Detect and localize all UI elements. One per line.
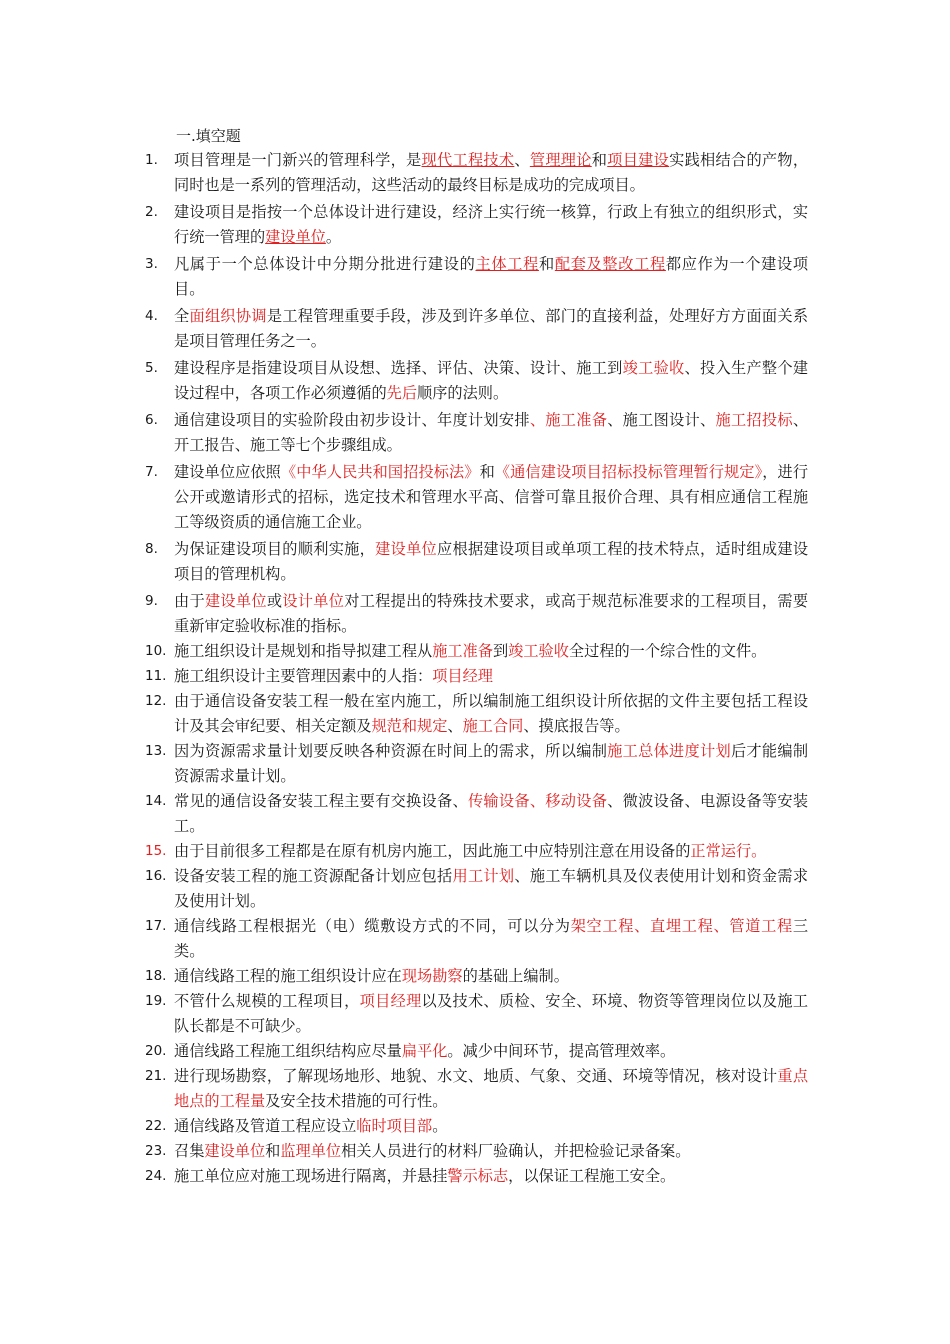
answer-text: 建设单位 [204, 592, 267, 610]
question-text: 进行现场勘察，了解现场地形、地貌、水文、地质、气象、交通、环境等情况，核对设计 [174, 1067, 778, 1085]
answer-text: 设计单位 [282, 592, 345, 610]
question-item [0, 1039, 808, 1064]
question-text: 通信线路工程根据光（电）缆敷设方式的不同，可以分为 [174, 917, 571, 935]
question-number: 17. [145, 918, 167, 934]
answer-text: 监理单位 [280, 1142, 342, 1160]
question-text: 不管什么规模的工程项目， [174, 992, 360, 1010]
answer-text: 先后 [386, 384, 417, 402]
question-text: 建设单位应依照 [174, 463, 281, 481]
answer-text: 管理理论 [529, 151, 592, 169]
question-number: 8. [145, 541, 158, 557]
question-text: 、施工图设计、 [607, 411, 716, 429]
question-number: 22. [145, 1118, 167, 1134]
question-number: 20. [145, 1043, 167, 1059]
question-item [0, 1064, 808, 1114]
answer-text: 正常运行。 [690, 842, 767, 860]
answer-text: 施工总体进度计划 [607, 742, 731, 760]
answer-text: 扁平化 [401, 1042, 448, 1060]
question-text: 后才能编制资源需求量计划。 [174, 742, 809, 785]
question-text: 全过程的一个综合性的文件。 [568, 642, 767, 660]
question-item [0, 689, 808, 739]
question-number: 3. [145, 256, 158, 272]
question-number: 16. [145, 868, 167, 884]
question-text: 召集 [174, 1142, 205, 1160]
question-text: 设备安装工程的施工资源配备计划应包括 [174, 867, 453, 885]
question-text: 顺序的法则。 [417, 384, 509, 402]
question-item [0, 1114, 808, 1139]
answer-text: 竣工验收 [622, 359, 685, 377]
question-number: 4. [145, 308, 158, 324]
question-text: 和 [538, 255, 555, 273]
answer-text: 面组织协调 [189, 307, 267, 325]
question-text: 实践相结合的产物，同时也是一系列的管理活动，这些活动的最终目标是成功的完成项目。 [174, 151, 809, 194]
question-item [0, 356, 808, 406]
answer-text: 临时项目部 [356, 1117, 433, 1135]
answer-text: 架空工程、直埋工程、管道工程 [570, 917, 793, 935]
question-item [0, 200, 808, 250]
answer-text: 施工招投标 [715, 411, 793, 429]
question-text: 全 [174, 307, 190, 325]
question-number: 2. [145, 204, 158, 220]
question-number: 1. [145, 152, 158, 168]
question-text: ，进行公开或邀请形式的招标，选定技术和管理水平高、信誉可靠且报价合理、具有相应通信工程施工等级资质的通信施工企业。 [174, 463, 809, 531]
question-text: 项目管理是一门新兴的管理科学，是 [174, 151, 422, 169]
question-item [0, 789, 808, 839]
question-text: 、 [447, 717, 463, 735]
question-text: 为保证建设项目的顺利实施， [174, 540, 376, 558]
question-text: 以及技术、质检、安全、环境、物资等管理岗位以及施工队长都是不可缺少。 [174, 992, 809, 1035]
question-number: 23. [145, 1143, 167, 1159]
question-number: 14. [145, 793, 167, 809]
question-item [0, 1139, 808, 1164]
question-text: 、施工车辆机具及仪表使用计划和资金需求及使用计划。 [174, 867, 809, 910]
question-text: 对工程提出的特殊技术要求，或高于规范标准要求的工程项目，需要重新审定验收标准的指标。 [174, 592, 809, 635]
question-number: 7. [145, 464, 158, 480]
answer-text: 项目经理 [432, 667, 493, 685]
section-heading: 一.填空题 [176, 127, 241, 145]
question-item [0, 739, 808, 789]
question-number: 12. [145, 693, 167, 709]
answer-text: 施工合同 [462, 717, 524, 735]
question-text: 、 [514, 151, 530, 169]
question-text: 通信线路工程的施工组织设计应在 [174, 967, 402, 985]
question-text: 由于 [174, 592, 205, 610]
answer-text: 《中华人民共和国招投标法》 [280, 463, 480, 481]
question-number: 15. [145, 843, 167, 859]
question-text: 和 [591, 151, 608, 169]
answer-text: 建设单位 [204, 1142, 266, 1160]
question-item [0, 864, 808, 914]
question-item [0, 839, 808, 864]
answer-text: 、施工准备 [529, 411, 608, 429]
answer-text: 建设单位 [265, 228, 326, 246]
question-item [0, 964, 808, 989]
question-item [0, 589, 808, 639]
question-text: 。 [432, 1117, 448, 1135]
question-item [0, 639, 808, 664]
question-item [0, 304, 808, 354]
question-item [0, 914, 808, 964]
question-text: 应根据建设项目或单项工程的技术特点，适时组成建设项目的管理机构。 [174, 540, 809, 583]
question-text: 凡属于一个总体设计中分期分批进行建设的 [174, 255, 476, 273]
question-text: 通信线路及管道工程应设立 [174, 1117, 357, 1135]
question-text: 建设程序是指建设项目从设想、选择、评估、决策、设计、施工到 [174, 359, 623, 377]
question-text: 相关人员进行的材料厂验确认，并把检验记录备案。 [341, 1142, 691, 1160]
question-item [0, 408, 808, 458]
question-text: 的基础上编制。 [462, 967, 569, 985]
answer-text: 规范和规定 [371, 717, 448, 735]
question-item [0, 148, 808, 198]
question-number: 18. [145, 968, 167, 984]
question-text: 到 [492, 642, 509, 660]
question-text: 由于目前很多工程都是在原有机房内施工，因此施工中应特别注意在用设备的 [174, 842, 691, 860]
question-number: 10. [145, 643, 167, 659]
answer-text: 配套及整改工程 [554, 255, 666, 273]
question-number: 6. [145, 412, 158, 428]
question-text: 和 [265, 1142, 281, 1160]
question-text: 常见的通信设备安装工程主要有交换设备、 [174, 792, 468, 810]
question-number: 5. [145, 360, 158, 376]
answer-text: 项目经理 [359, 992, 422, 1010]
answer-text: 用工计划 [452, 867, 515, 885]
question-number: 24. [145, 1168, 167, 1184]
question-item [0, 664, 808, 689]
answer-text: 项目建设 [607, 151, 670, 169]
question-text: 、摸底报告等。 [523, 717, 630, 735]
answer-text: 传输设备、移动设备 [467, 792, 608, 810]
question-text: 、微波设备、电源设备等安装工。 [174, 792, 809, 835]
answer-text: 重点地点的工程量 [174, 1067, 809, 1110]
answer-text: 现场勘察 [401, 967, 463, 985]
answer-text: 施工准备 [432, 642, 493, 660]
question-text: 通信建设项目的实验阶段由初步设计、年度计划安排 [174, 411, 530, 429]
question-text: 施工单位应对施工现场进行隔离，并悬挂 [174, 1167, 448, 1185]
fill-in-question-list [0, 148, 950, 1189]
question-text: 。减少中间环节，提高管理效率。 [447, 1042, 676, 1060]
question-text: 、开工报告、施工等七个步骤组成。 [174, 411, 809, 454]
answer-text: 建设单位 [375, 540, 438, 558]
question-text: 或 [266, 592, 283, 610]
question-item [0, 460, 808, 535]
question-text: ，以保证工程施工安全。 [508, 1167, 676, 1185]
question-text: 和 [479, 463, 495, 481]
answer-text: 现代工程技术 [421, 151, 515, 169]
question-text: 三类。 [174, 917, 809, 960]
question-text: 及安全技术措施的可行性。 [265, 1092, 448, 1110]
question-item [0, 537, 808, 587]
question-text: 都应作为一个建设项目。 [174, 255, 809, 298]
question-number: 21. [145, 1068, 167, 1084]
question-text: 是工程管理重要手段，涉及到许多单位、部门的直接利益，处理好方方面面关系是项目管理任务之一。 [174, 307, 809, 350]
answer-text: 《通信建设项目招标投标管理暂行规定》 [494, 463, 763, 481]
question-text: 由于通信设备安装工程一般在室内施工，所以编制施工组织设计所依据的文件主要包括工程设计及其会审纪要、相关定额及 [174, 692, 808, 735]
answer-text: 主体工程 [475, 255, 539, 273]
question-text: 建设项目是指按一个总体设计进行建设，经济上实行统一核算，行政上有独立的组织形式，实行统一管理的 [174, 203, 808, 246]
question-number: 13. [145, 743, 167, 759]
question-text: 施工组织设计是规划和指导拟建工程从 [174, 642, 433, 660]
question-text: 通信线路工程施工组织结构应尽量 [174, 1042, 402, 1060]
question-text: 。 [325, 228, 342, 246]
answer-text: 竣工验收 [508, 642, 569, 660]
answer-text: 警示标志 [447, 1167, 509, 1185]
question-item [0, 989, 808, 1039]
question-number: 19. [145, 993, 167, 1009]
question-text: 因为资源需求量计划要反映各种资源在时间上的需求，所以编制 [174, 742, 608, 760]
question-item [0, 1164, 808, 1189]
question-text: 、投入生产整个建设过程中，各项工作必须遵循的 [174, 359, 809, 402]
question-number: 11. [145, 668, 167, 684]
question-text: 施工组织设计主要管理因素中的人指： [174, 667, 433, 685]
question-item [0, 252, 808, 302]
question-number: 9. [145, 593, 158, 609]
